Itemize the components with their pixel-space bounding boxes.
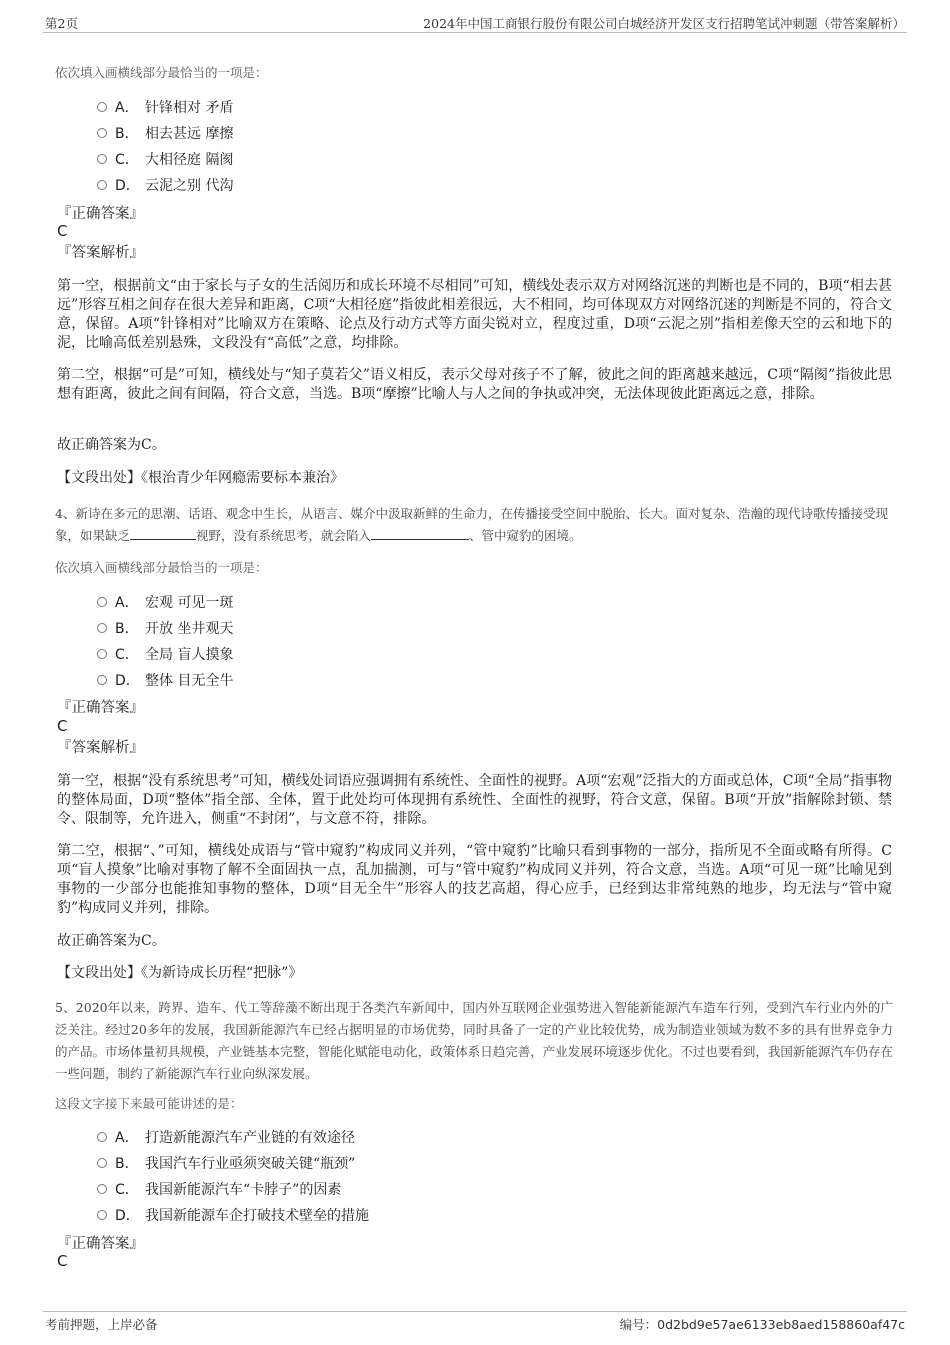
page-footer <box>43 1311 907 1334</box>
q3-conclusion: 故正确答案为C。 <box>57 437 166 453</box>
q4-option-a[interactable]: A． 宏观 可见一斑 <box>97 593 233 613</box>
radio-icon[interactable] <box>97 675 107 685</box>
q3-prompt: 依次填入画横线部分最恰当的一项是： <box>55 65 268 80</box>
q4-prompt: 依次填入画横线部分最恰当的一项是： <box>55 560 268 575</box>
q5-option-d[interactable]: D． 我国新能源车企打破技术壁垒的措施 <box>97 1206 369 1226</box>
q5-option-c[interactable]: C． 我国新能源汽车“卡脖子”的因素 <box>97 1180 341 1200</box>
radio-icon[interactable] <box>97 180 107 190</box>
radio-icon[interactable] <box>97 1132 107 1142</box>
q4-analysis-tag: 『答案解析』 <box>57 740 144 756</box>
radio-icon[interactable] <box>97 597 107 607</box>
q3-analysis-paragraph-2: 第二空，根据“可是”可知，横线处与“知子莫若父”语义相反，表示父母对孩子不了解，彼此之间的距离越来越远，C项“隔阂”指彼此思想有距离，彼此之间有间隔，符合文意，当选。B项“摩擦”比喻人与人之间的争执或冲突，无法体现彼此距离远之意，排除。 <box>57 367 892 402</box>
radio-icon[interactable] <box>97 1184 107 1194</box>
q4-answer-tag: 『正确答案』 <box>57 700 144 716</box>
blank-1 <box>130 527 196 540</box>
document-serial: 编号：0d2bd9e57ae6133eb8aed158860af47c <box>619 1317 905 1332</box>
q4-answer: C <box>57 717 68 735</box>
page-number: 第2页 <box>45 16 78 31</box>
radio-icon[interactable] <box>97 154 107 164</box>
q4-conclusion: 故正确答案为C。 <box>57 933 166 949</box>
q3-analysis-paragraph-1: 第一空，根据前文“由于家长与子女的生活阅历和成长环境不尽相同”可知，横线处表示双方对网络沉迷的判断也是不同的，B项“相去甚远”形容互相之间存在很大差异和距离，C项“大相径庭”指彼此相差很远，大不相同，均可体现双方对网络沉迷的判断是不同的，符合文意，保留。A项“针锋相对”比喻双方在策略、论点及行动方式等方面尖锐对立，程度过重，D项“云泥之别”指相差像天空的云和地下的泥，比喻高低差别悬殊，文段没有“高低”之意，均排除。 <box>57 278 892 351</box>
q5-answer: C <box>57 1252 68 1270</box>
q3-source: 【文段出处】《根治青少年网瘾需要标本兼治》 <box>57 470 344 486</box>
q5-prompt: 这段文字接下来最可能讲述的是： <box>55 1096 243 1111</box>
q3-analysis-tag: 『答案解析』 <box>57 245 144 261</box>
blank-2 <box>371 527 469 540</box>
q4-analysis-paragraph-2: 第二空，根据“、”可知，横线处成语与“管中窥豹”构成同义并列，“管中窥豹”比喻只看到事物的一部分，指所见不全面或略有所得。C项“盲人摸象”比喻对事物了解不全面固执一点，乱加揣测，可与“管中窥豹”构成同义并列，符合文意，当选。A项“可见一斑”比喻见到事物的一少部分也能推知事物的整体，D项“目无全牛”形容人的技艺高超，得心应手，已经到达非常纯熟的地步，均无法与“管中窥豹”构成同义并列，排除。 <box>57 843 892 916</box>
q3-option-d[interactable]: D． 云泥之别 代沟 <box>97 176 233 196</box>
footer-slogan: 考前押题，上岸必备 <box>45 1317 158 1332</box>
q4-option-b[interactable]: B． 开放 坐井观天 <box>97 619 233 639</box>
radio-icon[interactable] <box>97 128 107 138</box>
q3-answer: C <box>57 222 68 240</box>
q5-answer-tag: 『正确答案』 <box>57 1236 144 1252</box>
radio-icon[interactable] <box>97 649 107 659</box>
q5-option-a[interactable]: A． 打造新能源汽车产业链的有效途径 <box>97 1128 355 1148</box>
q4-analysis-paragraph-1: 第一空，根据“没有系统思考”可知，横线处词语应强调拥有系统性、全面性的视野。A项“宏观”泛指大的方面或总体，C项“全局”指事物的整体局面，D项“整体”指全部、全体，置于此处均可体现拥有系统性、全面性的视野，符合文意，保留。B项“开放”指解除封锁、禁令、限制等，允许进入，侧重“不封闭”，与文意不符，排除。 <box>57 773 892 827</box>
q4-option-d[interactable]: D． 整体 目无全牛 <box>97 671 233 691</box>
document-title: 2024年中国工商银行股份有限公司白城经济开发区支行招聘笔试冲刺题（带答案解析） <box>423 16 905 31</box>
q4-option-c[interactable]: C． 全局 盲人摸象 <box>97 645 233 665</box>
q4-stem: 4、新诗在多元的思潮、话语、观念中生长，从语言、媒介中汲取新鲜的生命力，在传播接受空间中脱胎、长大。面对复杂、浩瀚的现代诗歌传播接受现象，如果缺乏 视野，没有系统思考，就会陷入 、管中窥豹的困境。 <box>55 506 888 543</box>
radio-icon[interactable] <box>97 1158 107 1168</box>
q3-option-c[interactable]: C． 大相径庭 隔阂 <box>97 150 233 170</box>
radio-icon[interactable] <box>97 623 107 633</box>
q5-stem: 5、2020年以来，跨界、造车、代工等辞藻不断出现于各类汽车新闻中，国内外互联网企业强势进入智能新能源汽车造车行列，受到汽车行业内外的广泛关注。经过20多年的发展，我国新能源汽车已经占据明显的市场优势，同时具备了一定的产业比较优势，成为制造业领域为数不多的具有世界竞争力的产品。市场体量初具规模，产业链基本完整，智能化赋能电动化，政策体系日趋完善，产业发展环境逐步优化。不过也要看到，我国新能源汽车仍存在一些问题，制约了新能源汽车行业向纵深发展。 <box>55 1000 893 1081</box>
radio-icon[interactable] <box>97 1210 107 1220</box>
q4-source: 【文段出处】《为新诗成长历程“把脉”》 <box>57 965 303 981</box>
page-header <box>43 14 907 33</box>
q3-option-b[interactable]: B． 相去甚远 摩擦 <box>97 124 233 144</box>
radio-icon[interactable] <box>97 102 107 112</box>
q3-option-a[interactable]: A． 针锋相对 矛盾 <box>97 98 233 118</box>
q3-answer-tag: 『正确答案』 <box>57 206 144 222</box>
q5-option-b[interactable]: B． 我国汽车行业亟须突破关键“瓶颈” <box>97 1154 355 1174</box>
